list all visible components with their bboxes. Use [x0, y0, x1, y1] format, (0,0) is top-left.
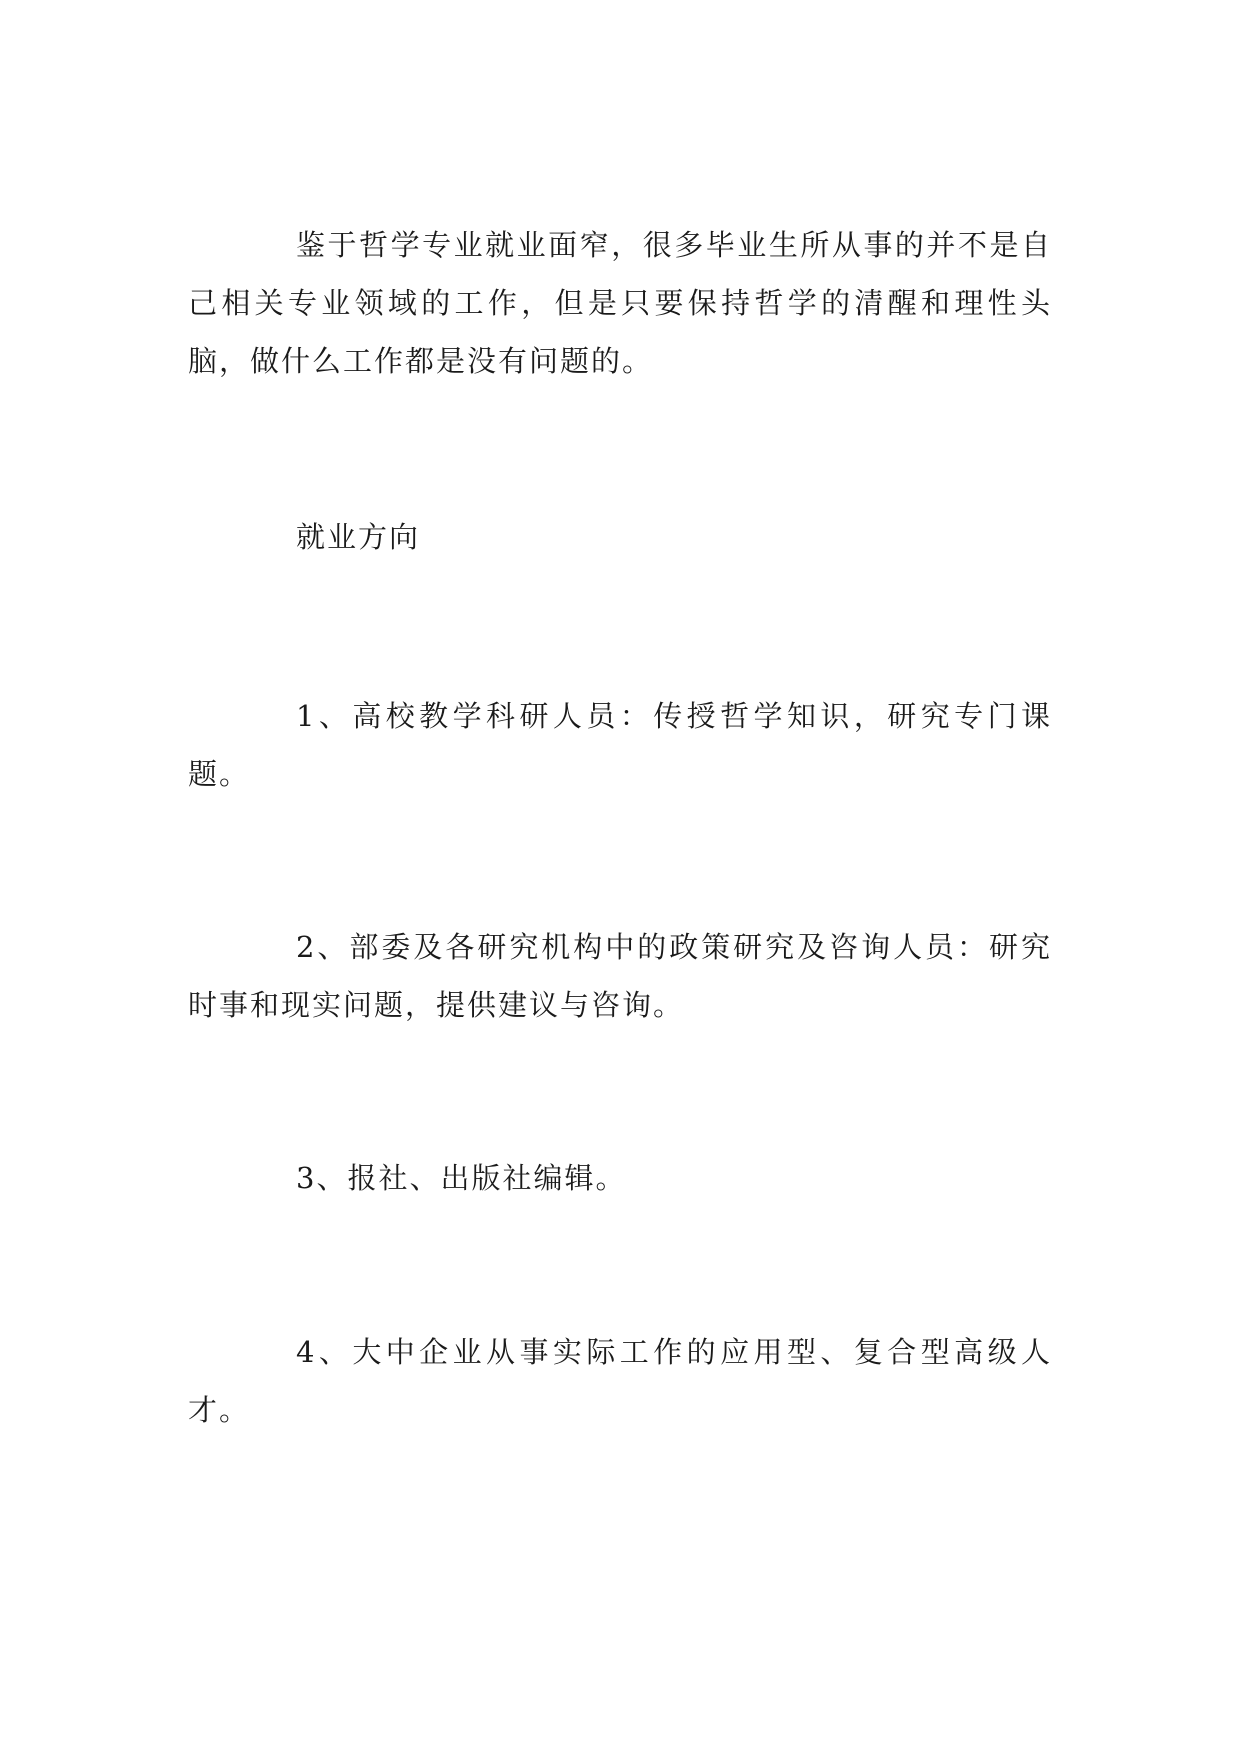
list-item: 2、部委及各研究机构中的政策研究及咨询人员：研究时事和现实问题，提供建议与咨询。: [188, 930, 1052, 1022]
intro-paragraph: 鉴于哲学专业就业面窄，很多毕业生所从事的并不是自己相关专业领域的工作，但是只要保持哲学的清醒和理性头脑，做什么工作都是没有问题的。: [188, 228, 1052, 378]
list-item: 1、高校教学科研人员：传授哲学知识，研究专门课题。: [188, 699, 1052, 791]
section-heading: 就业方向: [296, 520, 421, 554]
list-item: 4、大中企业从事实际工作的应用型、复合型高级人才。: [188, 1335, 1052, 1427]
list-item: 3、报社、出版社编辑。: [296, 1161, 627, 1195]
